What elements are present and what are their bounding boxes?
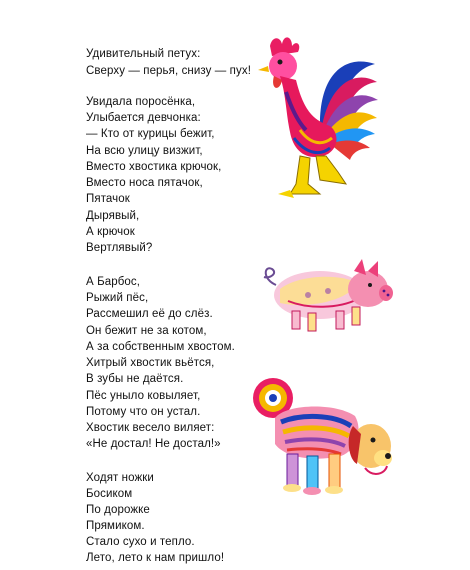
poem-line: А за собственным хвостом.: [86, 341, 235, 353]
poem-line: Босиком: [86, 488, 133, 500]
poem-line: По дорожке: [86, 504, 150, 516]
poem-line: Улыбается девчонка:: [86, 112, 201, 124]
poem-line: Вместо хвостика крючок,: [86, 161, 222, 173]
poem-line: Дырявый,: [86, 210, 140, 222]
dog-illustration: [245, 374, 400, 499]
poem-line: Удивительный петух:: [86, 48, 201, 60]
poem-line: На всю улицу визжит,: [86, 145, 203, 157]
poem-line: Прямиком.: [86, 520, 145, 532]
poem-line: Вертлявый?: [86, 242, 153, 254]
poem-line: Рассмешил её до слёз.: [86, 308, 213, 320]
poem-line: А крючок: [86, 226, 135, 238]
poem-line: Вместо носа пятачок,: [86, 177, 203, 189]
poem-line: Стало сухо и тепло.: [86, 536, 195, 548]
poem-line: «Не достал! Не достал!»: [86, 438, 221, 450]
poem-line: Хвостик весело виляет:: [86, 422, 215, 434]
poem-line: — Кто от курицы бежит,: [86, 128, 215, 140]
poem-line: Сверху — перья, снизу — пух!: [86, 65, 251, 77]
poem-line: Ходят ножки: [86, 472, 154, 484]
poem-line: Рыжий пёс,: [86, 292, 149, 304]
poem-line: А Барбос,: [86, 276, 141, 288]
rooster-illustration: [250, 34, 380, 219]
poem-line: Хитрый хвостик вьётся,: [86, 357, 215, 369]
poem-line: Увидала поросёнка,: [86, 96, 196, 108]
poem-line: Пятачок: [86, 193, 130, 205]
poem-line: Он бежит не за котом,: [86, 325, 207, 337]
poem-line: Пёс уныло ковыляет,: [86, 390, 201, 402]
poem-line: В зубы не даётся.: [86, 373, 184, 385]
poem-line: Потому что он устал.: [86, 406, 201, 418]
poem-line: Лето, лето к нам пришло!: [86, 552, 225, 564]
pig-illustration: [258, 257, 398, 335]
